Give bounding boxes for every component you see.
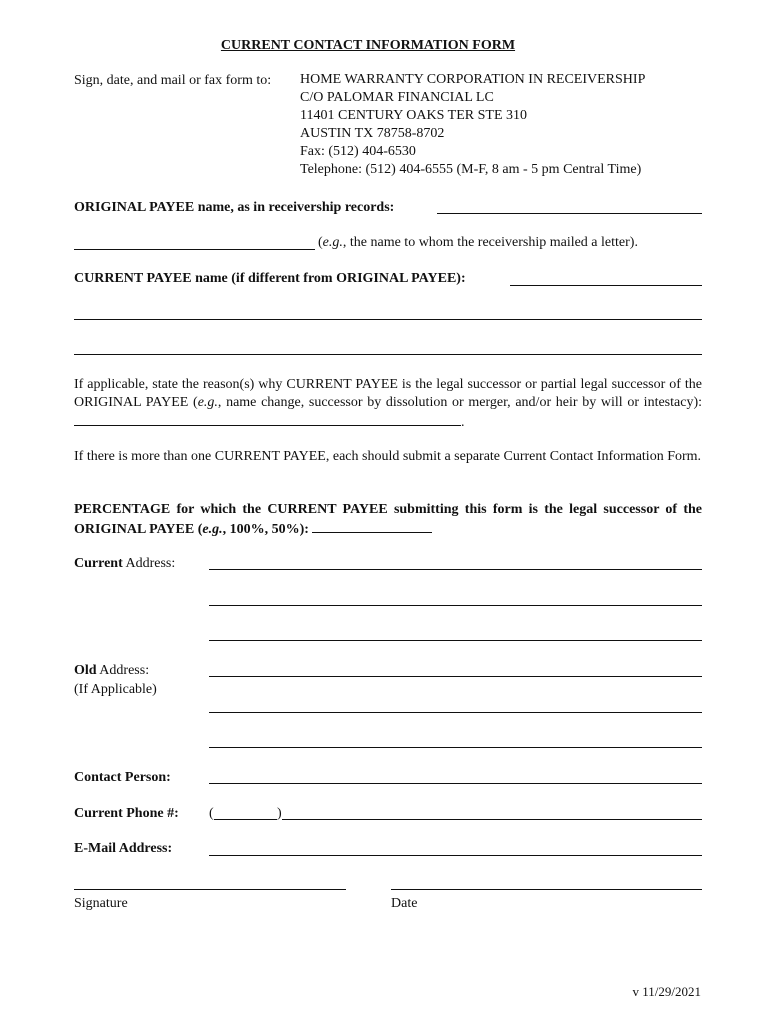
eg-text: e.g.: [322, 235, 343, 250]
version-label: v 11/29/2021: [632, 984, 701, 999]
signature-label: Signature: [74, 896, 128, 911]
address-line: HOME WARRANTY CORPORATION IN RECEIVERSHIP: [300, 72, 646, 87]
address-line: C/O PALOMAR FINANCIAL LC: [300, 90, 494, 105]
address-line: 11401 CENTURY OAKS TER STE 310: [300, 108, 527, 123]
date-field[interactable]: [391, 889, 702, 890]
current-payee-field-line3[interactable]: [74, 354, 702, 355]
original-payee-field-line2[interactable]: [74, 249, 315, 250]
note-text: , the name to whom the receivership mailed a letter).: [342, 235, 638, 250]
original-payee-field[interactable]: [437, 213, 702, 214]
original-payee-label: ORIGINAL PAYEE name, as in receivership records:: [74, 200, 395, 215]
multiple-payee-note: If there is more than one CURRENT PAYEE, each should submit a separate Current Contact Information Form.: [74, 449, 702, 464]
date-label: Date: [391, 896, 418, 911]
page-title: CURRENT CONTACT INFORMATION FORM: [220, 38, 516, 53]
reason-paragraph: If applicable, state the reason(s) why CURRENT PAYEE is the legal successor or partial legal successor of the ORIGINAL PAYEE (e.g., name change, successor by dissolution or merger, and/or heir by will or intestacy): .: [74, 377, 702, 430]
eg-text: e.g.: [202, 522, 223, 537]
current-address-field-line2[interactable]: [209, 605, 702, 606]
percentage-text: PERCENTAGE for which the CURRENT PAYEE submitting this form is the legal successor of the ORIGINAL PAYEE (: [74, 502, 702, 537]
current-payee-field-line2[interactable]: [74, 319, 702, 320]
label-text: Address:: [122, 556, 176, 571]
percentage-field[interactable]: [312, 519, 432, 533]
label-bold: Current: [74, 556, 123, 571]
current-phone-label: Current Phone #:: [74, 806, 179, 821]
old-address-field-line1[interactable]: [209, 676, 702, 677]
mail-instruction: Sign, date, and mail or fax form to:: [74, 73, 272, 88]
current-address-label: [74, 555, 175, 572]
label-text: Address:: [96, 663, 150, 678]
fax-line: Fax: (512) 404-6530: [300, 144, 416, 159]
current-address-field-line3[interactable]: [209, 640, 702, 641]
reason-field[interactable]: [74, 412, 461, 426]
eg-text: e.g.: [197, 395, 218, 410]
current-address-field-line1[interactable]: [209, 569, 702, 570]
reason-text: If applicable, state the reason(s) why CURRENT PAYEE is the legal successor or partial legal successor of the ORIGINAL PAYEE (: [74, 377, 702, 410]
mailing-address: [300, 71, 645, 179]
percentage-paragraph: [74, 501, 702, 539]
telephone-line: Telephone: (512) 404-6555 (M-F, 8 am - 5 pm Central Time): [300, 162, 642, 177]
reason-text: , name change, successor by dissolution or merger, and/or heir by will or intestacy):: [217, 395, 702, 410]
old-address-field-line2[interactable]: [209, 712, 702, 713]
label-bold: Old: [74, 663, 97, 678]
original-payee-note: (e.g., the name to whom the receivership mailed a letter).: [318, 235, 638, 250]
signature-field[interactable]: [74, 889, 346, 890]
old-address-field-line3[interactable]: [209, 747, 702, 748]
phone-area-code-open: (: [209, 806, 214, 821]
current-payee-field[interactable]: [510, 285, 702, 286]
percentage-text: , 100%, 50%):: [222, 522, 309, 537]
old-address-label: [74, 662, 149, 679]
address-line: AUSTIN TX 78758-8702: [300, 126, 445, 141]
old-address-note: (If Applicable): [74, 682, 157, 697]
phone-number-field[interactable]: [282, 819, 702, 820]
email-label: E-Mail Address:: [74, 841, 173, 856]
current-payee-label: CURRENT PAYEE name (if different from ORIGINAL PAYEE):: [74, 271, 466, 286]
phone-area-code-close: ): [277, 806, 282, 821]
contact-person-field[interactable]: [209, 783, 702, 784]
email-field[interactable]: [209, 855, 702, 856]
phone-area-code-field[interactable]: [214, 819, 277, 820]
contact-person-label: Contact Person:: [74, 770, 171, 785]
